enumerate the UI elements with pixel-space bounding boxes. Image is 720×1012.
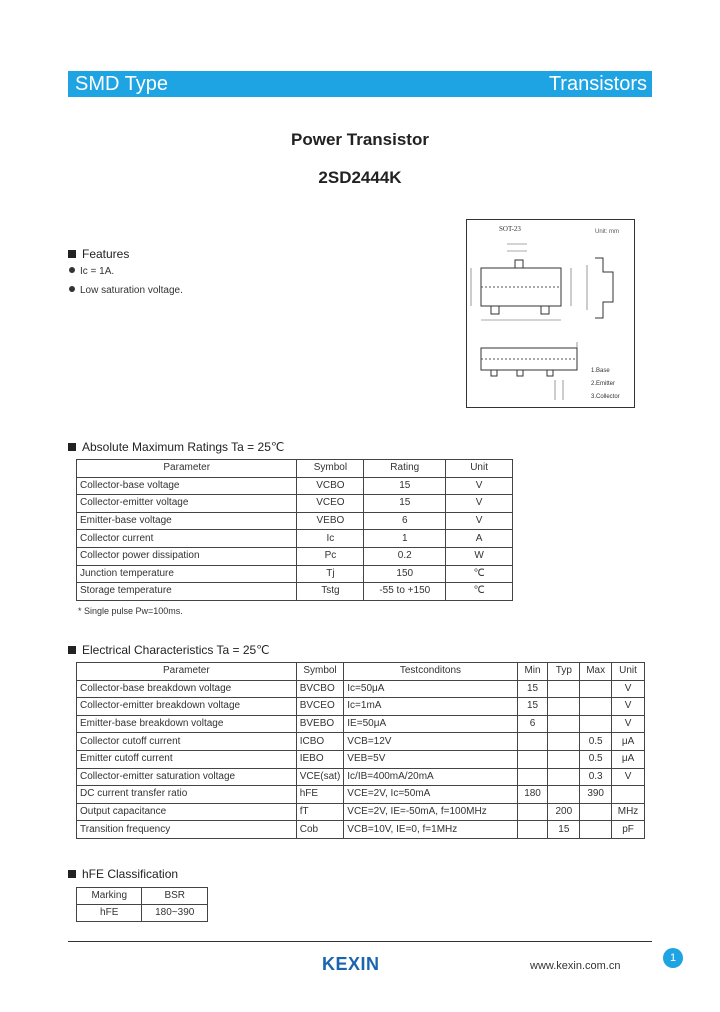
table-cell: V	[446, 495, 513, 513]
table-row	[77, 821, 645, 839]
table-cell	[517, 768, 548, 786]
square-bullet-icon	[68, 646, 76, 654]
pin-label: 2.Emitter	[591, 381, 616, 387]
header-left-title: SMD Type	[75, 73, 168, 95]
hfe-table	[76, 887, 208, 922]
table-cell: Tj	[297, 565, 364, 583]
table-cell: 390	[580, 786, 612, 804]
table-cell: VCB=12V	[344, 733, 517, 751]
table-cell: Transition frequency	[77, 821, 297, 839]
table-cell: pF	[612, 821, 645, 839]
table-cell: VCB=10V, IE=0, f=1MHz	[344, 821, 517, 839]
table-cell: A	[446, 530, 513, 548]
table-cell: V	[612, 715, 645, 733]
table-cell: V	[612, 768, 645, 786]
feature-item	[69, 285, 183, 296]
table-cell: 15	[548, 821, 580, 839]
table-row	[77, 786, 645, 804]
table-cell	[517, 750, 548, 768]
table-cell: BVCEO	[296, 698, 344, 716]
abs-max-table	[76, 459, 513, 601]
table-cell: fT	[296, 803, 344, 821]
table-cell: Junction temperature	[77, 565, 297, 583]
table-cell: V	[612, 698, 645, 716]
table-row	[77, 680, 645, 698]
table-row	[77, 547, 513, 565]
table-cell	[580, 698, 612, 716]
table-cell: W	[446, 547, 513, 565]
table-cell: 15	[364, 495, 446, 513]
table-cell: VCE(sat)	[296, 768, 344, 786]
features-heading	[68, 247, 129, 261]
table-cell	[580, 803, 612, 821]
table-cell: Collector-base voltage	[77, 477, 297, 495]
table-cell	[580, 715, 612, 733]
table-cell: VEB=5V	[344, 750, 517, 768]
square-bullet-icon	[68, 870, 76, 878]
table-cell: 15	[517, 698, 548, 716]
table-header-cell: Symbol	[297, 460, 364, 478]
table-cell: Collector cutoff current	[77, 733, 297, 751]
table-row	[77, 495, 513, 513]
table-cell: VCEO	[297, 495, 364, 513]
table-cell	[548, 733, 580, 751]
bullet-dot-icon	[69, 267, 75, 273]
table-cell	[548, 768, 580, 786]
table-cell: 15	[517, 680, 548, 698]
table-cell: Emitter cutoff current	[77, 750, 297, 768]
table-cell: 0.2	[364, 547, 446, 565]
table-cell: Emitter-base breakdown voltage	[77, 715, 297, 733]
table-header-cell: Min	[517, 663, 548, 681]
table-cell: Ic=50μA	[344, 680, 517, 698]
elec-heading-text: Electrical Characteristics Ta = 25℃	[82, 643, 270, 657]
table-cell: DC current transfer ratio	[77, 786, 297, 804]
table-cell: μA	[612, 733, 645, 751]
table-cell: VCE=2V, IE=-50mA, f=100MHz	[344, 803, 517, 821]
feature-text: Low saturation voltage.	[80, 285, 183, 296]
table-cell: 6	[517, 715, 548, 733]
bullet-dot-icon	[69, 286, 75, 292]
table-header-cell: Parameter	[77, 663, 297, 681]
table-cell: ICBO	[296, 733, 344, 751]
table-cell: 6	[364, 512, 446, 530]
table-cell: VCBO	[297, 477, 364, 495]
table-cell: 0.5	[580, 750, 612, 768]
table-cell: Ic=1mA	[344, 698, 517, 716]
table-cell: -55 to +150	[364, 583, 446, 601]
table-row	[77, 698, 645, 716]
table-cell: Ic	[297, 530, 364, 548]
abs-max-heading-text: Absolute Maximum Ratings Ta = 25℃	[82, 440, 285, 454]
table-cell: Collector current	[77, 530, 297, 548]
table-cell: BVEBO	[296, 715, 344, 733]
table-cell	[580, 680, 612, 698]
table-cell: ℃	[446, 565, 513, 583]
website-url[interactable]: www.kexin.com.cn	[530, 960, 621, 972]
table-header-cell: Max	[580, 663, 612, 681]
table-header-cell: Rating	[364, 460, 446, 478]
table-cell: hFE	[296, 786, 344, 804]
sot23-outline-drawing	[467, 220, 634, 407]
table-cell: Marking	[77, 888, 142, 905]
table-cell	[517, 733, 548, 751]
table-header-cell: Symbol	[296, 663, 344, 681]
table-cell: Tstg	[297, 583, 364, 601]
table-cell	[580, 821, 612, 839]
table-row	[77, 803, 645, 821]
table-cell: Ic/IB=400mA/20mA	[344, 768, 517, 786]
table-cell: Emitter-base voltage	[77, 512, 297, 530]
table-row	[77, 715, 645, 733]
table-cell: hFE	[77, 905, 142, 922]
kexin-logo: KEXIN	[322, 954, 380, 974]
feature-text: Ic = 1A.	[80, 266, 115, 277]
table-cell: Collector-base breakdown voltage	[77, 680, 297, 698]
table-cell	[517, 803, 548, 821]
table-cell: V	[446, 512, 513, 530]
table-row	[77, 530, 513, 548]
table-header-cell: Parameter	[77, 460, 297, 478]
pin-label: 1.Base	[591, 368, 610, 374]
doc-title: Power Transistor	[291, 130, 429, 149]
table-row	[77, 768, 645, 786]
table-cell: 0.3	[580, 768, 612, 786]
table-cell: Collector-emitter saturation voltage	[77, 768, 297, 786]
table-header-cell: Testconditons	[344, 663, 517, 681]
table-row	[77, 477, 513, 495]
table-header-cell: Unit	[446, 460, 513, 478]
table-cell: 150	[364, 565, 446, 583]
table-cell: 200	[548, 803, 580, 821]
table-cell: BSR	[142, 888, 208, 905]
elec-char-table	[76, 662, 645, 839]
table-cell	[548, 750, 580, 768]
table-cell	[612, 786, 645, 804]
table-cell	[548, 715, 580, 733]
table-row	[77, 512, 513, 530]
header-right-title: Transistors	[548, 73, 647, 95]
square-bullet-icon	[68, 250, 76, 258]
pin-label: 3.Collector	[591, 394, 620, 400]
table-row	[77, 583, 513, 601]
page-number-badge: 1	[663, 948, 683, 968]
table-cell: VEBO	[297, 512, 364, 530]
footer-divider	[68, 941, 652, 942]
table-row	[77, 733, 645, 751]
table-cell: Collector-emitter breakdown voltage	[77, 698, 297, 716]
hfe-heading-text: hFE Classification	[82, 867, 179, 881]
table-cell: 180~390	[142, 905, 208, 922]
table-cell: IEBO	[296, 750, 344, 768]
square-bullet-icon	[68, 443, 76, 451]
part-number: 2SD2444K	[318, 168, 402, 187]
table-cell: Cob	[296, 821, 344, 839]
package-name-label: SOT-23	[499, 225, 521, 233]
table-cell: Collector-emitter voltage	[77, 495, 297, 513]
table-header-cell: Typ	[548, 663, 580, 681]
table-cell	[517, 821, 548, 839]
table-cell: ℃	[446, 583, 513, 601]
table-cell	[548, 786, 580, 804]
table-row	[77, 750, 645, 768]
table-cell	[548, 698, 580, 716]
table-row	[77, 905, 208, 922]
package-drawing	[466, 219, 635, 408]
table-cell: 1	[364, 530, 446, 548]
table-cell	[548, 680, 580, 698]
feature-item	[69, 266, 114, 277]
table-cell: 180	[517, 786, 548, 804]
table-cell: Output capacitance	[77, 803, 297, 821]
table-cell: μA	[612, 750, 645, 768]
elec-heading	[68, 643, 270, 657]
table-cell: V	[446, 477, 513, 495]
table-cell: Pc	[297, 547, 364, 565]
features-heading-text: Features	[82, 247, 130, 261]
table-row	[77, 888, 208, 905]
table-cell: 0.5	[580, 733, 612, 751]
table-cell: MHz	[612, 803, 645, 821]
table-footnote: * Single pulse Pw=100ms.	[78, 606, 183, 616]
table-cell: 15	[364, 477, 446, 495]
table-cell: Storage temperature	[77, 583, 297, 601]
table-cell: IE=50μA	[344, 715, 517, 733]
header-banner	[68, 71, 652, 97]
table-header-row	[77, 663, 645, 681]
table-header-cell: Unit	[612, 663, 645, 681]
abs-max-heading	[68, 440, 284, 454]
table-cell: Collector power dissipation	[77, 547, 297, 565]
table-cell: V	[612, 680, 645, 698]
table-cell: BVCBO	[296, 680, 344, 698]
unit-label: Unit: mm	[595, 229, 619, 235]
table-row	[77, 565, 513, 583]
hfe-heading	[68, 867, 178, 881]
table-cell: VCE=2V, Ic=50mA	[344, 786, 517, 804]
table-header-row	[77, 460, 513, 478]
